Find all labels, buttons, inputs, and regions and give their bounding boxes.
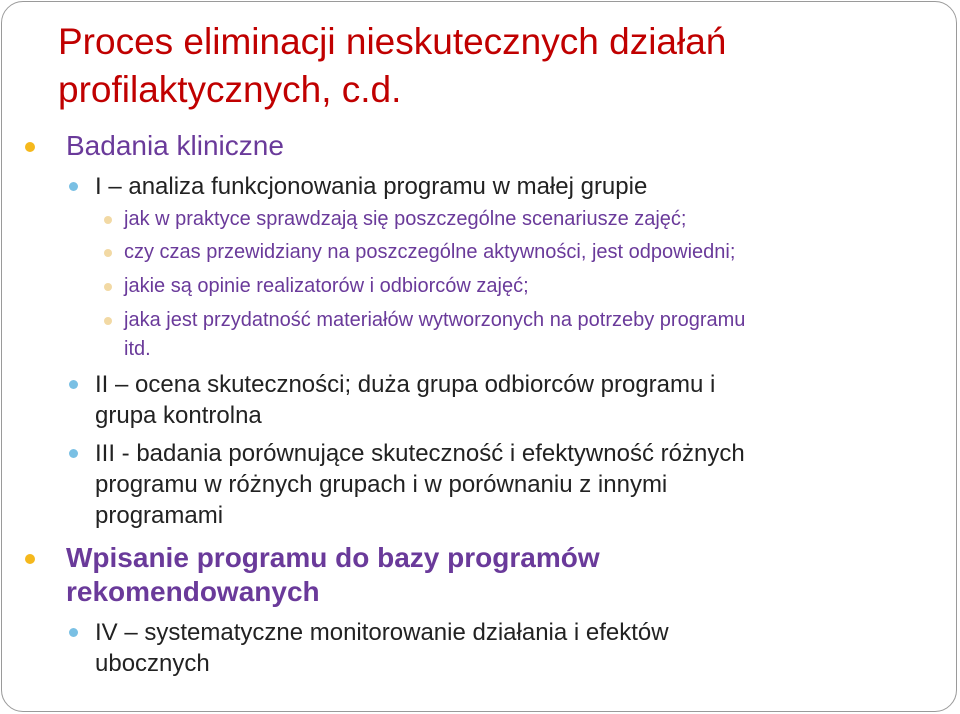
bullet-text-line-2: rekomendowanych (66, 576, 320, 607)
subbullet-opinie (124, 272, 529, 301)
slide-title-line-2: profilaktycznych, c.d. (58, 69, 402, 110)
bullet-text-line-1: IV – systematyczne monitorowanie działania i efektów (95, 619, 669, 646)
bullet-text: jakie są opinie realizatorów i odbiorców zajęć; (124, 275, 529, 297)
bullet-etap-4 (95, 617, 669, 679)
bullet-etap-1 (95, 171, 647, 202)
bullet-badania-kliniczne (66, 129, 284, 163)
bullet-text-line-1: II – ocena skuteczności; duża grupa odbiorców programu i (95, 371, 716, 398)
bullet-text-line-1: III - badania porównujące skuteczność i efektywność różnych (95, 440, 745, 467)
bullet-text-line-2: grupa kontrolna (95, 402, 262, 429)
bullet-dot-level2 (69, 628, 78, 637)
bullet-text: jak w praktyce sprawdzają się poszczególne scenariusze zajęć; (124, 208, 687, 230)
subbullet-czas (124, 238, 735, 267)
bullet-text: czy czas przewidziany na poszczególne aktywności, jest odpowiedni; (124, 241, 736, 263)
bullet-text-line-2: itd. (124, 338, 151, 360)
bullet-dot-level1 (25, 554, 35, 564)
subbullet-scenariusze (124, 205, 687, 234)
bullet-text: Badania kliniczne (66, 130, 284, 161)
bullet-dot-level2 (69, 182, 78, 191)
subbullet-przydatnosc (124, 306, 745, 364)
bullet-text-line-2: programu w różnych grupach i w porównaniu z innymi (95, 471, 668, 498)
slide (1, 1, 957, 712)
bullet-text-line-1: jaka jest przydatność materiałów wytworzonych na potrzeby programu (124, 309, 746, 331)
bullet-text-line-1: Wpisanie programu do bazy programów (66, 542, 600, 573)
slide-title (58, 18, 938, 114)
bullet-dot-level3 (104, 216, 112, 224)
bullet-etap-3 (95, 438, 745, 531)
bullet-text-line-3: programami (95, 502, 224, 529)
bullet-etap-2 (95, 369, 715, 431)
bullet-dot-level1 (25, 142, 35, 152)
bullet-dot-level3 (104, 317, 112, 325)
bullet-text: I – analiza funkcjonowania programu w małej grupie (95, 173, 648, 200)
bullet-dot-level2 (69, 380, 78, 389)
bullet-dot-level3 (104, 249, 112, 257)
bullet-dot-level3 (104, 283, 112, 291)
bullet-text-line-2: ubocznych (95, 650, 210, 677)
bullet-wpisanie-programu (66, 541, 600, 609)
bullet-dot-level2 (69, 449, 78, 458)
slide-title-line-1: Proces eliminacji nieskutecznych działań (58, 21, 727, 62)
